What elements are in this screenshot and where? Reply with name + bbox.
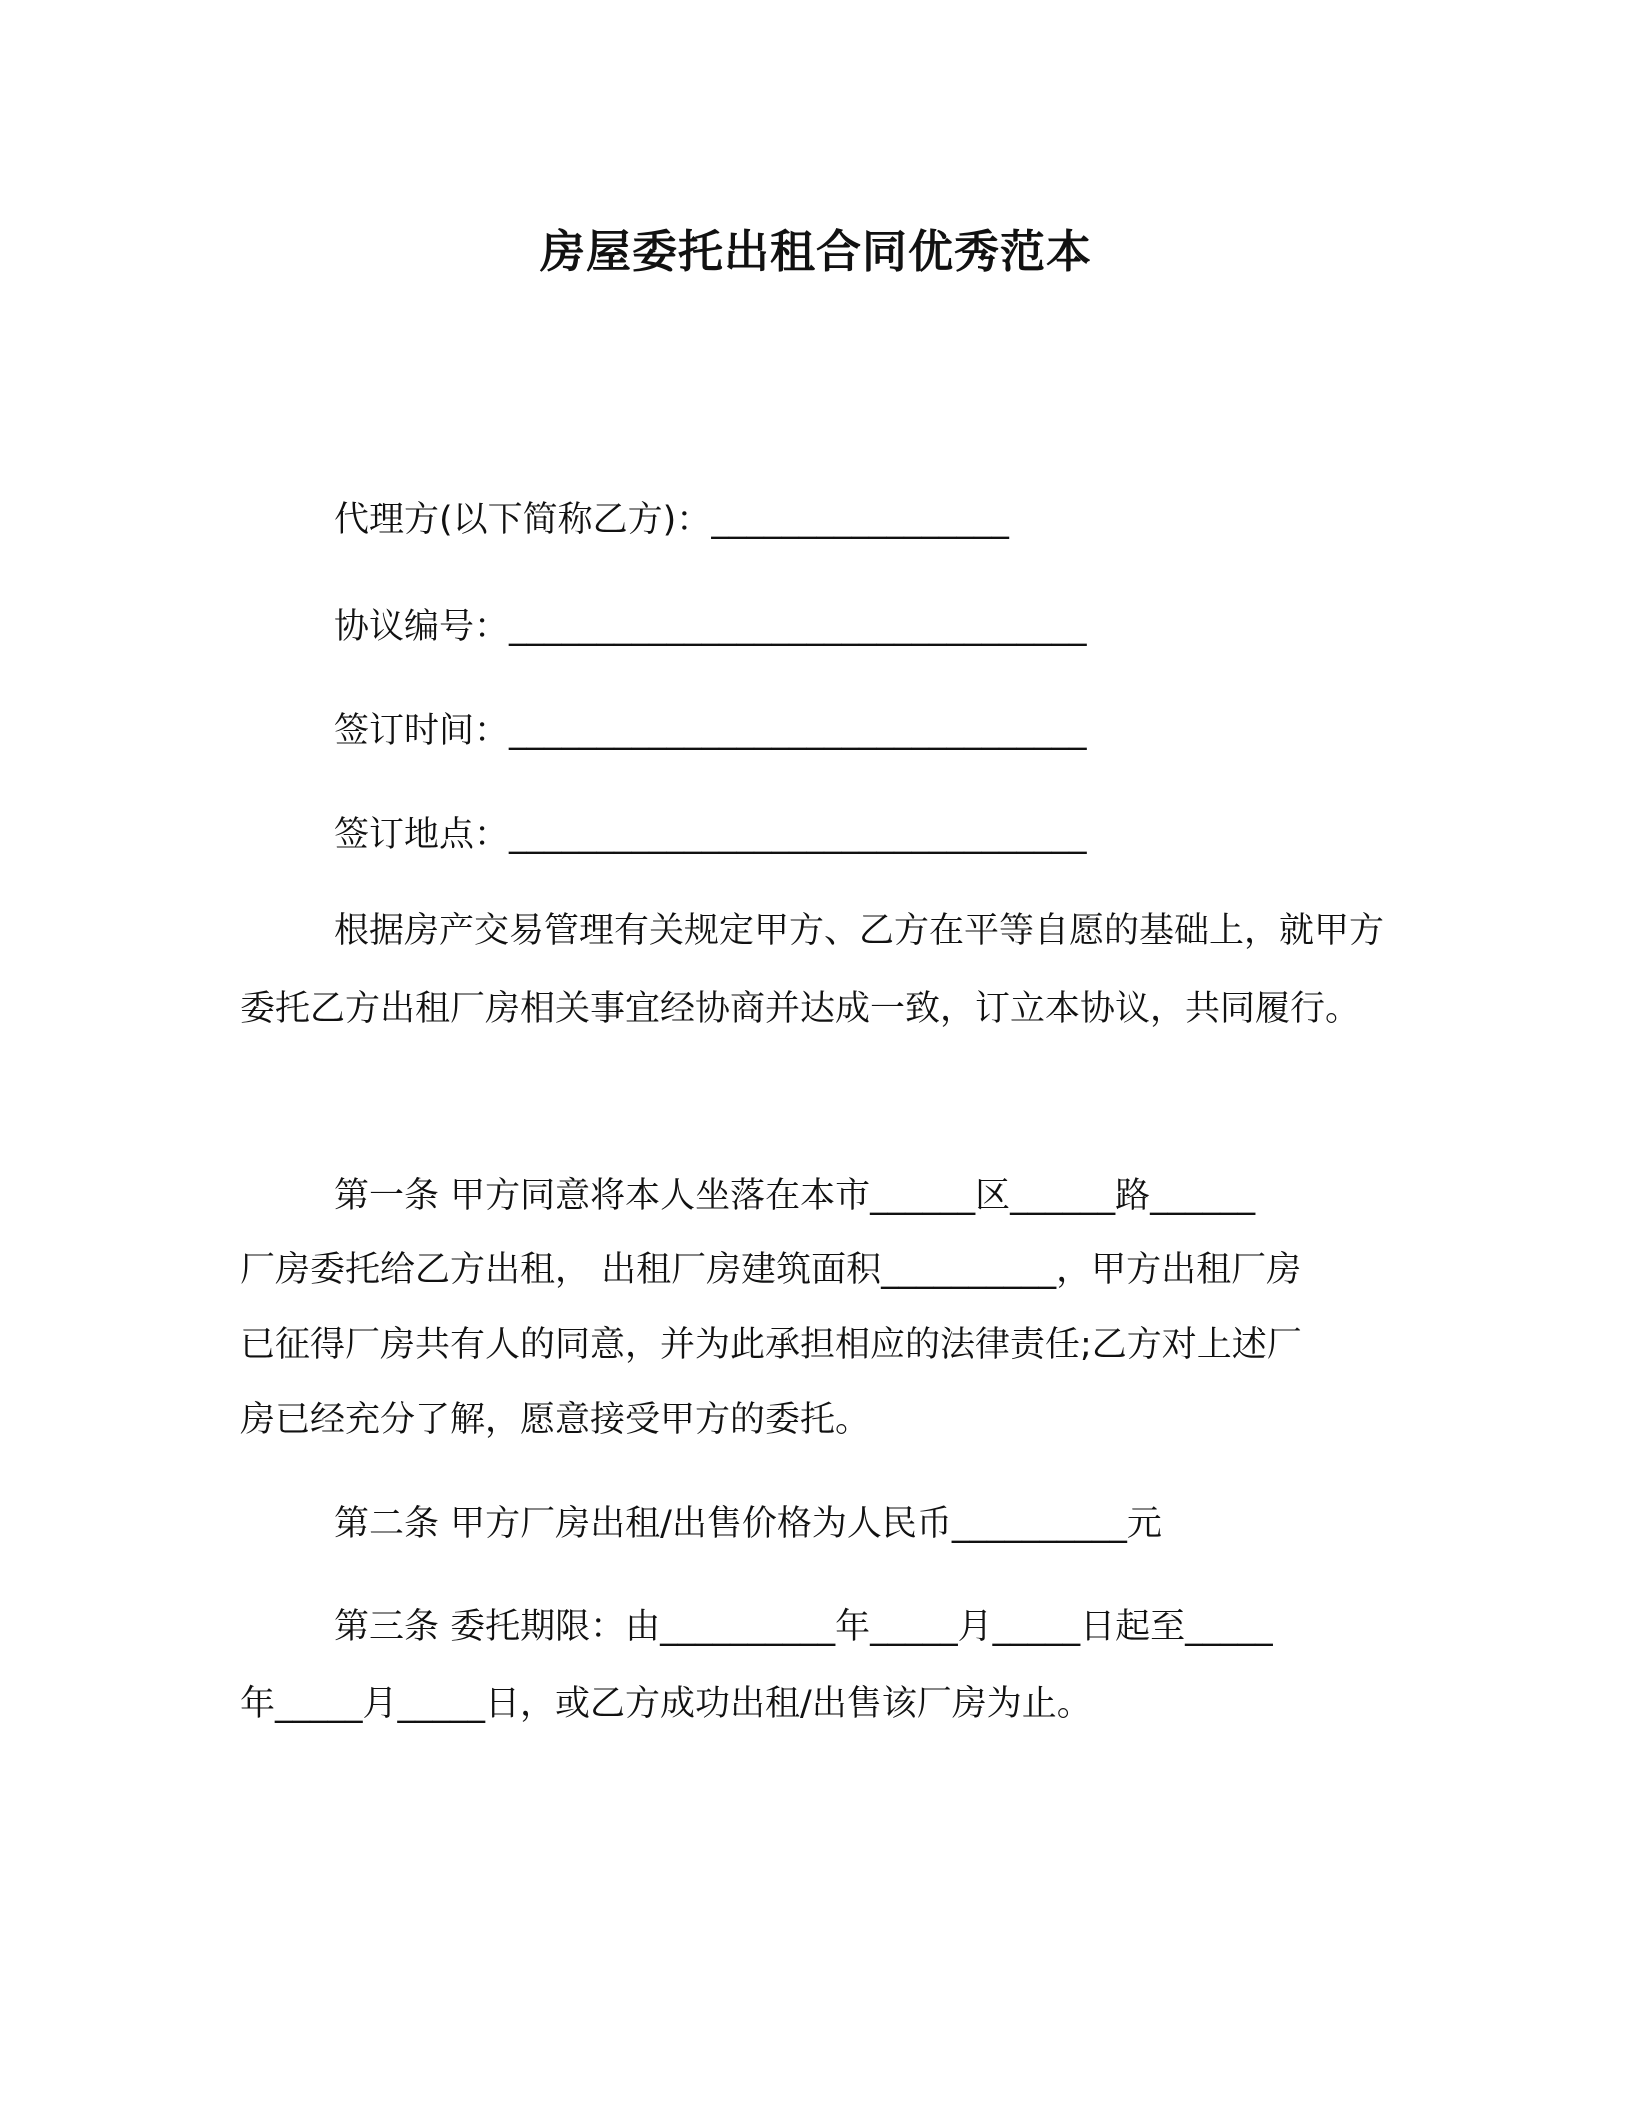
article-3-line-2: 年_____月_____日，或乙方成功出租/出售该厂房为止。 xyxy=(240,1684,1092,1724)
field-signing-place-blank: _________________________________ xyxy=(509,815,1087,855)
field-agent-blank: _________________ xyxy=(711,500,1009,540)
field-signing-place-label: 签订地点： xyxy=(334,815,510,855)
field-agent-label: 代理方(以下简称乙方)： xyxy=(334,500,712,540)
article-1-line-3: 已征得厂房共有人的同意，并为此承担相应的法律责任;乙方对上述厂 xyxy=(240,1325,1302,1365)
field-signing-time-blank: _________________________________ xyxy=(509,711,1087,751)
article-2: 第二条 甲方厂房出租/出售价格为人民币__________元 xyxy=(334,1504,1162,1544)
field-signing-place xyxy=(334,811,1087,859)
article-3-line-1: 第三条 委托期限：由__________年_____月_____日起至_____ xyxy=(334,1607,1273,1647)
article-1-line-1: 第一条 甲方同意将本人坐落在本市______区______路______ xyxy=(334,1176,1256,1216)
document-title: 房屋委托出租合同优秀范本 xyxy=(539,225,1092,278)
field-agent xyxy=(334,496,1009,544)
article-1-line-2: 厂房委托给乙方出租， 出租厂房建筑面积__________，甲方出租厂房 xyxy=(240,1250,1302,1290)
field-agreement-number-blank: _________________________________ xyxy=(509,607,1087,647)
field-agreement-number xyxy=(334,603,1087,651)
article-1-line-4: 房已经充分了解，愿意接受甲方的委托。 xyxy=(240,1400,871,1440)
field-signing-time xyxy=(334,707,1087,755)
field-agreement-number-label: 协议编号： xyxy=(334,607,510,647)
field-signing-time-label: 签订时间： xyxy=(334,711,510,751)
intro-paragraph: 根据房产交易管理有关规定甲方、乙方在平等自愿的基础上，就甲方委托乙方出租厂房相关事宜经协商并达成一致，订立本协议，共同履行。 xyxy=(240,911,1385,1029)
